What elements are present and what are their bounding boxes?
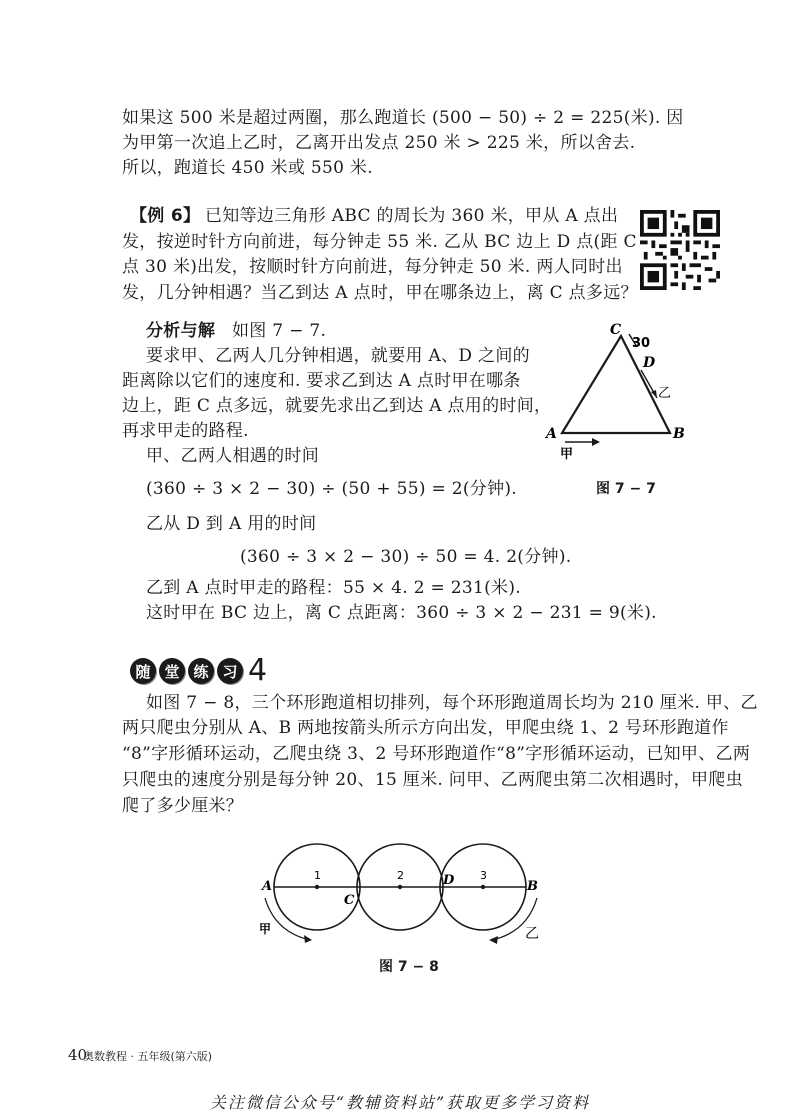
track-number-2: 2 — [397, 869, 404, 882]
para1-line1: 如果这 500 米是超过两圈，那么跑道长 (500 − 50) ÷ 2 = 225(米). 因 — [122, 108, 684, 128]
practice-char-2: 堂 — [159, 658, 185, 684]
promo-note: 关注微信公众号“教辅资料站”获取更多学习资料 — [209, 1093, 591, 1112]
yi-label: 乙 — [525, 926, 539, 942]
arrow-head-jia — [304, 935, 312, 943]
figure-7-8-caption: 图 7 − 8 — [379, 959, 439, 975]
example-line1: 已知等边三角形 ABC 的周长为 360 米，甲从 A 点出 — [205, 206, 619, 226]
practice-number: 4 — [248, 653, 268, 688]
analysis-intro: 如图 7 − 7. — [232, 321, 327, 341]
point-b: B — [527, 879, 538, 894]
point-c: C — [344, 893, 355, 908]
arrow-head-yi — [489, 936, 498, 944]
b-time-label: 乙从 D 到 A 用的时间 — [146, 514, 317, 534]
para1-line2: 为甲第一次追上乙时，乙离开出发点 250 米 > 225 米，所以舍去. — [122, 133, 636, 153]
jia-label: 甲 — [560, 447, 574, 462]
practice-line5: 爬了多少厘米？ — [122, 796, 244, 816]
point-d: D — [643, 355, 656, 371]
track-number-3: 3 — [480, 869, 487, 882]
practice-line1: 如图 7 − 8，三个环形跑道相切排列，每个环形跑道周长均为 210 厘米. 甲、乙 — [146, 693, 758, 713]
figure-7-7 — [540, 318, 700, 468]
analysis-p4: 再求甲走的路程. — [122, 421, 249, 441]
point-d: D — [443, 873, 455, 888]
example-line2: 发，按逆时针方向前进，每分钟走 55 米. 乙从 BC 边上 D 点(距 C — [122, 232, 637, 252]
yi-label: 乙 — [658, 386, 672, 401]
vertex-c: C — [610, 322, 622, 338]
book-title: 奥数教程 · 五年级(第六版) — [83, 1050, 213, 1063]
page-number: 40 — [68, 1046, 88, 1064]
vertex-b: B — [673, 426, 685, 442]
center-dot-3 — [481, 885, 485, 889]
analysis-p2: 距离除以它们的速度和. 要求乙到达 A 点时甲在哪条 — [122, 371, 521, 391]
para1-line3: 所以，跑道长 450 米或 550 米. — [122, 158, 373, 178]
figure-7-8 — [255, 832, 555, 947]
practice-char-4: 习 — [217, 658, 243, 684]
triangle-abc — [562, 336, 670, 433]
qr-code — [640, 210, 720, 290]
center-dot-1 — [315, 885, 319, 889]
track-number-1: 1 — [314, 869, 321, 882]
figure-7-7-caption: 图 7 − 7 — [596, 481, 656, 497]
analysis-label: 分析与解 — [146, 321, 216, 341]
vertex-a: A — [546, 426, 557, 442]
example-line3: 点 30 米)出发，按顺时针方向前进，每分钟走 50 米. 两人同时出 — [122, 257, 623, 277]
example-line4: 发，几分钟相遇？当乙到达 A 点时，甲在哪条边上，离 C 点多远？ — [122, 283, 638, 303]
center-dot-2 — [398, 885, 402, 889]
practice-char-3: 练 — [188, 658, 214, 684]
distance-line1: 乙到 A 点时甲走的路程：55 × 4. 2 = 231(米). — [146, 578, 521, 598]
jia-label: 甲 — [259, 922, 272, 936]
arrow-head-jia — [592, 438, 600, 446]
practice-char-1: 随 — [130, 658, 156, 684]
meet-equation: (360 ÷ 3 × 2 − 30) ÷ (50 + 55) = 2(分钟). — [146, 479, 517, 499]
example-label: 【例 6】 — [130, 206, 201, 226]
point-a: A — [262, 879, 273, 894]
distance-label: 30 — [632, 336, 651, 351]
analysis-p1: 要求甲、乙两人几分钟相遇，就要用 A、D 之间的 — [146, 346, 530, 366]
practice-line2: 两只爬虫分别从 A、B 两地按箭头所示方向出发，甲爬虫绕 1、2 号环形跑道作 — [122, 718, 729, 738]
distance-line2: 这时甲在 BC 边上，离 C 点距离：360 ÷ 3 × 2 − 231 = 9(米). — [146, 603, 657, 623]
practice-heading — [130, 653, 268, 688]
analysis-p3: 边上，距 C 点多远，就要先求出乙到达 A 点用的时间， — [122, 396, 552, 416]
b-time-equation: (360 ÷ 3 × 2 − 30) ÷ 50 = 4. 2(分钟). — [240, 547, 572, 567]
practice-line4: 只爬虫的速度分别是每分钟 20、15 厘米. 问甲、乙两爬虫第二次相遇时，甲爬虫 — [122, 770, 743, 790]
meet-label: 甲、乙两人相遇的时间 — [146, 446, 319, 466]
practice-line3: “8”字形循环运动，乙爬虫绕 3、2 号环形跑道作“8”字形循环运动，已知甲、乙两 — [122, 744, 751, 764]
